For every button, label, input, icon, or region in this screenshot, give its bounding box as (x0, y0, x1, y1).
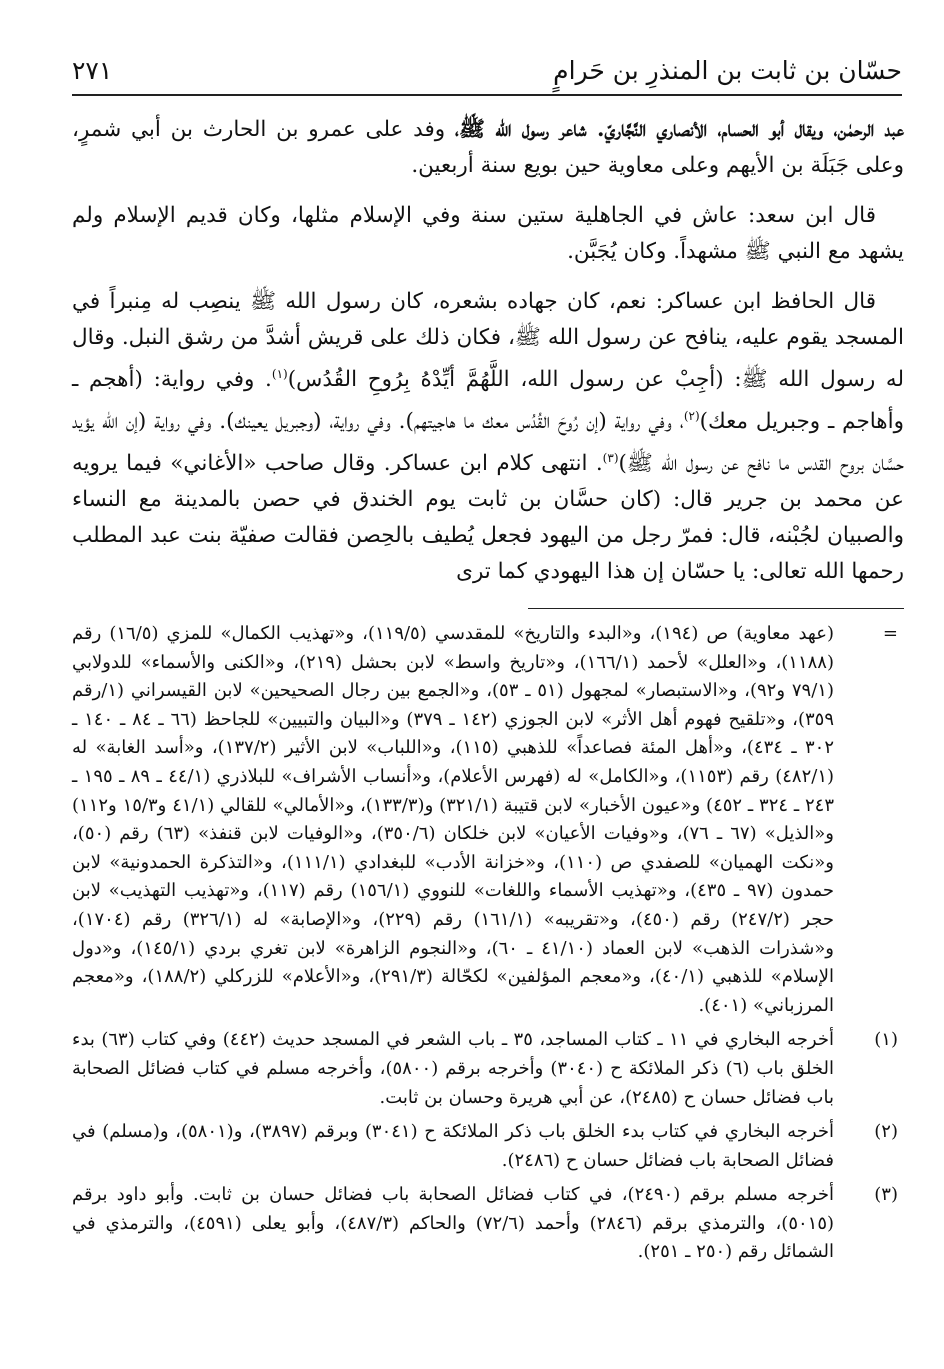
paragraph-1-rest: وفد على عمرو بن الحارث بن أبي شمرٍ، وعلى جَبَلَة بن الأيهم وعلى معاوية حين بويع سنة أربعين. (72, 117, 904, 178)
paragraph-3-part-b: . وفي رواية: (أهجم ـ وأهاجم ـ وجبريل معك) (72, 367, 904, 435)
footnote-text: (عهد معاوية) ص (١٩٤)، و«البدء والتاريخ» للمقدسي (١١٩/٥)، و«تهذيب الكمال» للمزي (١٦/٥) رقم (١١٨٨)، و«العلل» لأحمد (١٦٦/١)، و«تاريخ واسط» لابن بحشل (٢١٩)، و«الكنى والأسماء» للدولابي (٧٩/١ و٩٢)، و«الاستبصار» لمجهول (٥١ ـ ٥٣)، و«الجمع بين رجال الصحيحين» لابن القيسراني (١/رقم ٣٥٩)، و«تلقيح فهوم أهل الأثر» لابن الجوزي (١٤٢ ـ ٣٧٩) و«البيان والتبيين» للجاحظ (٦٦ ـ ٨٤ ـ ١٤٠ ـ ٣٠٢ ـ ٤٣٤)، و«أهل المئة فصاعداً» للذهبي (١١٥)، و«اللباب» لابن الأثير (١٣٧/٢)، و«أسد الغابة» له (٤٨٢/١) رقم (١١٥٣)، و«الكامل» له (فهرس الأعلام)، و«أنساب الأشراف» للبلاذري (٤٤/١ ـ ٨٩ ـ ١٩٥ ـ ٢٤٣ ـ ٣٢٤ ـ ٤٥٢) و«عيون الأخبار» لابن قتيبة (٣٢١/١) و(١٣٣/٣)، و«الأمالي» للقالي (٤١/١ و١٥/٣ و١١٢) و«الذيل» (٦٧ ـ ٧٦)، و«وفيات الأعيان» لابن خلكان (٣٥٠/٦)، و«الوفيات لابن قنفذ» (٦٣) رقم (٥٠)، و«نكت الهميان» للصفدي ص (١١٠)، و«خزانة الأدب» للبغدادي (١١١/١)، و«التذكرة الحمدونية» لابن حمدون (٩٧ ـ ٤٣٥)، و«تهذيب الأسماء واللغات» للنووي (١٥٦/١) رقم (١١٧)، و«تهذيب التهذيب» لابن حجر (٢٤٧/٢) رقم (٤٥٠)، و«تقريبه» (١٦١/١) رقم (٢٢٩)، و«الإصابة» له (٣٢٦/١) رقم (١٧٠٤)، و«شذرات الذهب» لابن العماد (٤١/١٠ ـ ٦٠)، و«النجوم الزاهرة» لابن تغري بردي (١٤٥/١)، و«دول الإسلام» للذهبي (٤٠/١)، و«معجم المؤلفين» لكحّالة (٢٩١/٣)، و«الأعلام» للزركلي (١٨٨/٢)، و«معجم المرزباني» (٤٠١). (72, 623, 835, 1016)
footnotes (72, 620, 904, 1273)
header-title: حسّان بن ثابت بن المنذرِ بن حَرامٍ (553, 56, 902, 85)
paragraph-3 (72, 284, 904, 590)
footnote-mark: (١) (874, 1029, 898, 1051)
footnote-2 (72, 1118, 904, 1175)
footnote-continued (72, 620, 904, 1020)
footnote-ref-1[interactable]: (١) (271, 367, 288, 381)
header-rule (72, 94, 902, 96)
paragraph-3-part-d: . انتهى كلام ابن عساكر. وقال صاحب «الأغاني» فيما يرويه عن محمد بن جرير قال: (كان حسَّان بن ثابت يوم الخندق في حصن بالمدينة مع النساء والصبيان لجُبْنه، قال: فمرّ رجل من اليهود فجعل يُطيف بالحِصن فقالت صفيّة بنت عبد المطلب رحمها الله تعالى: يا حسّان إن هذا اليهودي كما ترى (72, 451, 904, 585)
footnote-ref-3[interactable]: (٣) (602, 451, 619, 466)
paragraph-2: قال ابن سعد: عاش في الجاهلية ستين سنة وفي الإسلام مثلها، وكان قديم الإسلام ولم يشهد مع النبي ﷺ مشهداً. وكان يُجَبَّن. (72, 203, 904, 264)
main-text (72, 112, 904, 604)
footnote-text: أخرجه البخاري في ١١ ـ كتاب المساجد، ٣٥ ـ باب الشعر في المسجد حديث (٤٤٢) وفي كتاب (٦٣) بدء الخلق باب (٦) ذكر الملائكة ح (٣٠٤٠) وأخرجه برقم (٥٨٠٠)، وأخرجه مسلم في كتاب فضائل الصحابة باب فضائل حسان ح (٢٤٨٥)، عن أبي هريرة وحسان بن ثابت. (72, 1029, 834, 1108)
footnote-text: أخرجه البخاري في كتاب بدء الخلق باب ذكر الملائكة ح (٣٠٤١) وبرقم (٣٨٩٧)، و(٥٨٠١)، و(مسلم) في فضائل الصحابة باب فضائل حسان ح (٢٤٨٦). (72, 1121, 834, 1171)
paragraph-3-part-c: ، وفي رواية (إن رُوحَ القُدُس معك ما هاجيتهم). وفي رواية، (وجبريل يعينك). وفي رواية (إن الله يؤيد حسَّان بروح القدس ما نافح عن رسول الله ﷺ) (72, 409, 905, 477)
footnote-ref-2[interactable]: (٢) (683, 409, 700, 424)
footnote-1 (72, 1026, 904, 1112)
footnote-3 (72, 1181, 904, 1267)
footnote-mark: (٢) (874, 1121, 898, 1143)
paragraph-3-part-a: قال الحافظ ابن عساكر: نعم، كان جهاده بشعره، كان رسول الله ﷺ ينصِب له مِنبراً في المسجد يقوم عليه، ينافح عن رسول الله ﷺ، فكان ذلك على قريش أشدَّ من رشق النبل. وقال له رسول الله ﷺ: (أجِبْ عن رسول الله، اللَّهُمَّ أيِّدْهُ بِرُوحِ القُدُس) (72, 289, 905, 393)
footnote-text: أخرجه مسلم برقم (٢٤٩٠)، في كتاب فضائل الصحابة باب فضائل حسان بن ثابت. وأبو داود برقم (٥٠١٥)، والترمذي برقم (٢٨٤٦) وأحمد (٧٢/٦) والحاكم (٤٨٧/٣)، وأبو يعلى (٤٥٩١)، والترمذي في الشمائل رقم (٢٥٠ ـ ٢٥١). (72, 1184, 835, 1263)
running-header (72, 52, 902, 92)
footnote-rule (528, 608, 904, 609)
page-number: ٢٧١ (72, 56, 113, 85)
footnote-mark: = (882, 623, 898, 644)
footnote-mark: (٣) (874, 1184, 898, 1206)
paragraph-1-bold: عبد الرحمٰن، ويقال أبو الحسام، الأنصاري النَّجَّاريّ. شاعر رسول الله ﷺ، (454, 117, 905, 142)
paragraph-1 (72, 112, 904, 184)
